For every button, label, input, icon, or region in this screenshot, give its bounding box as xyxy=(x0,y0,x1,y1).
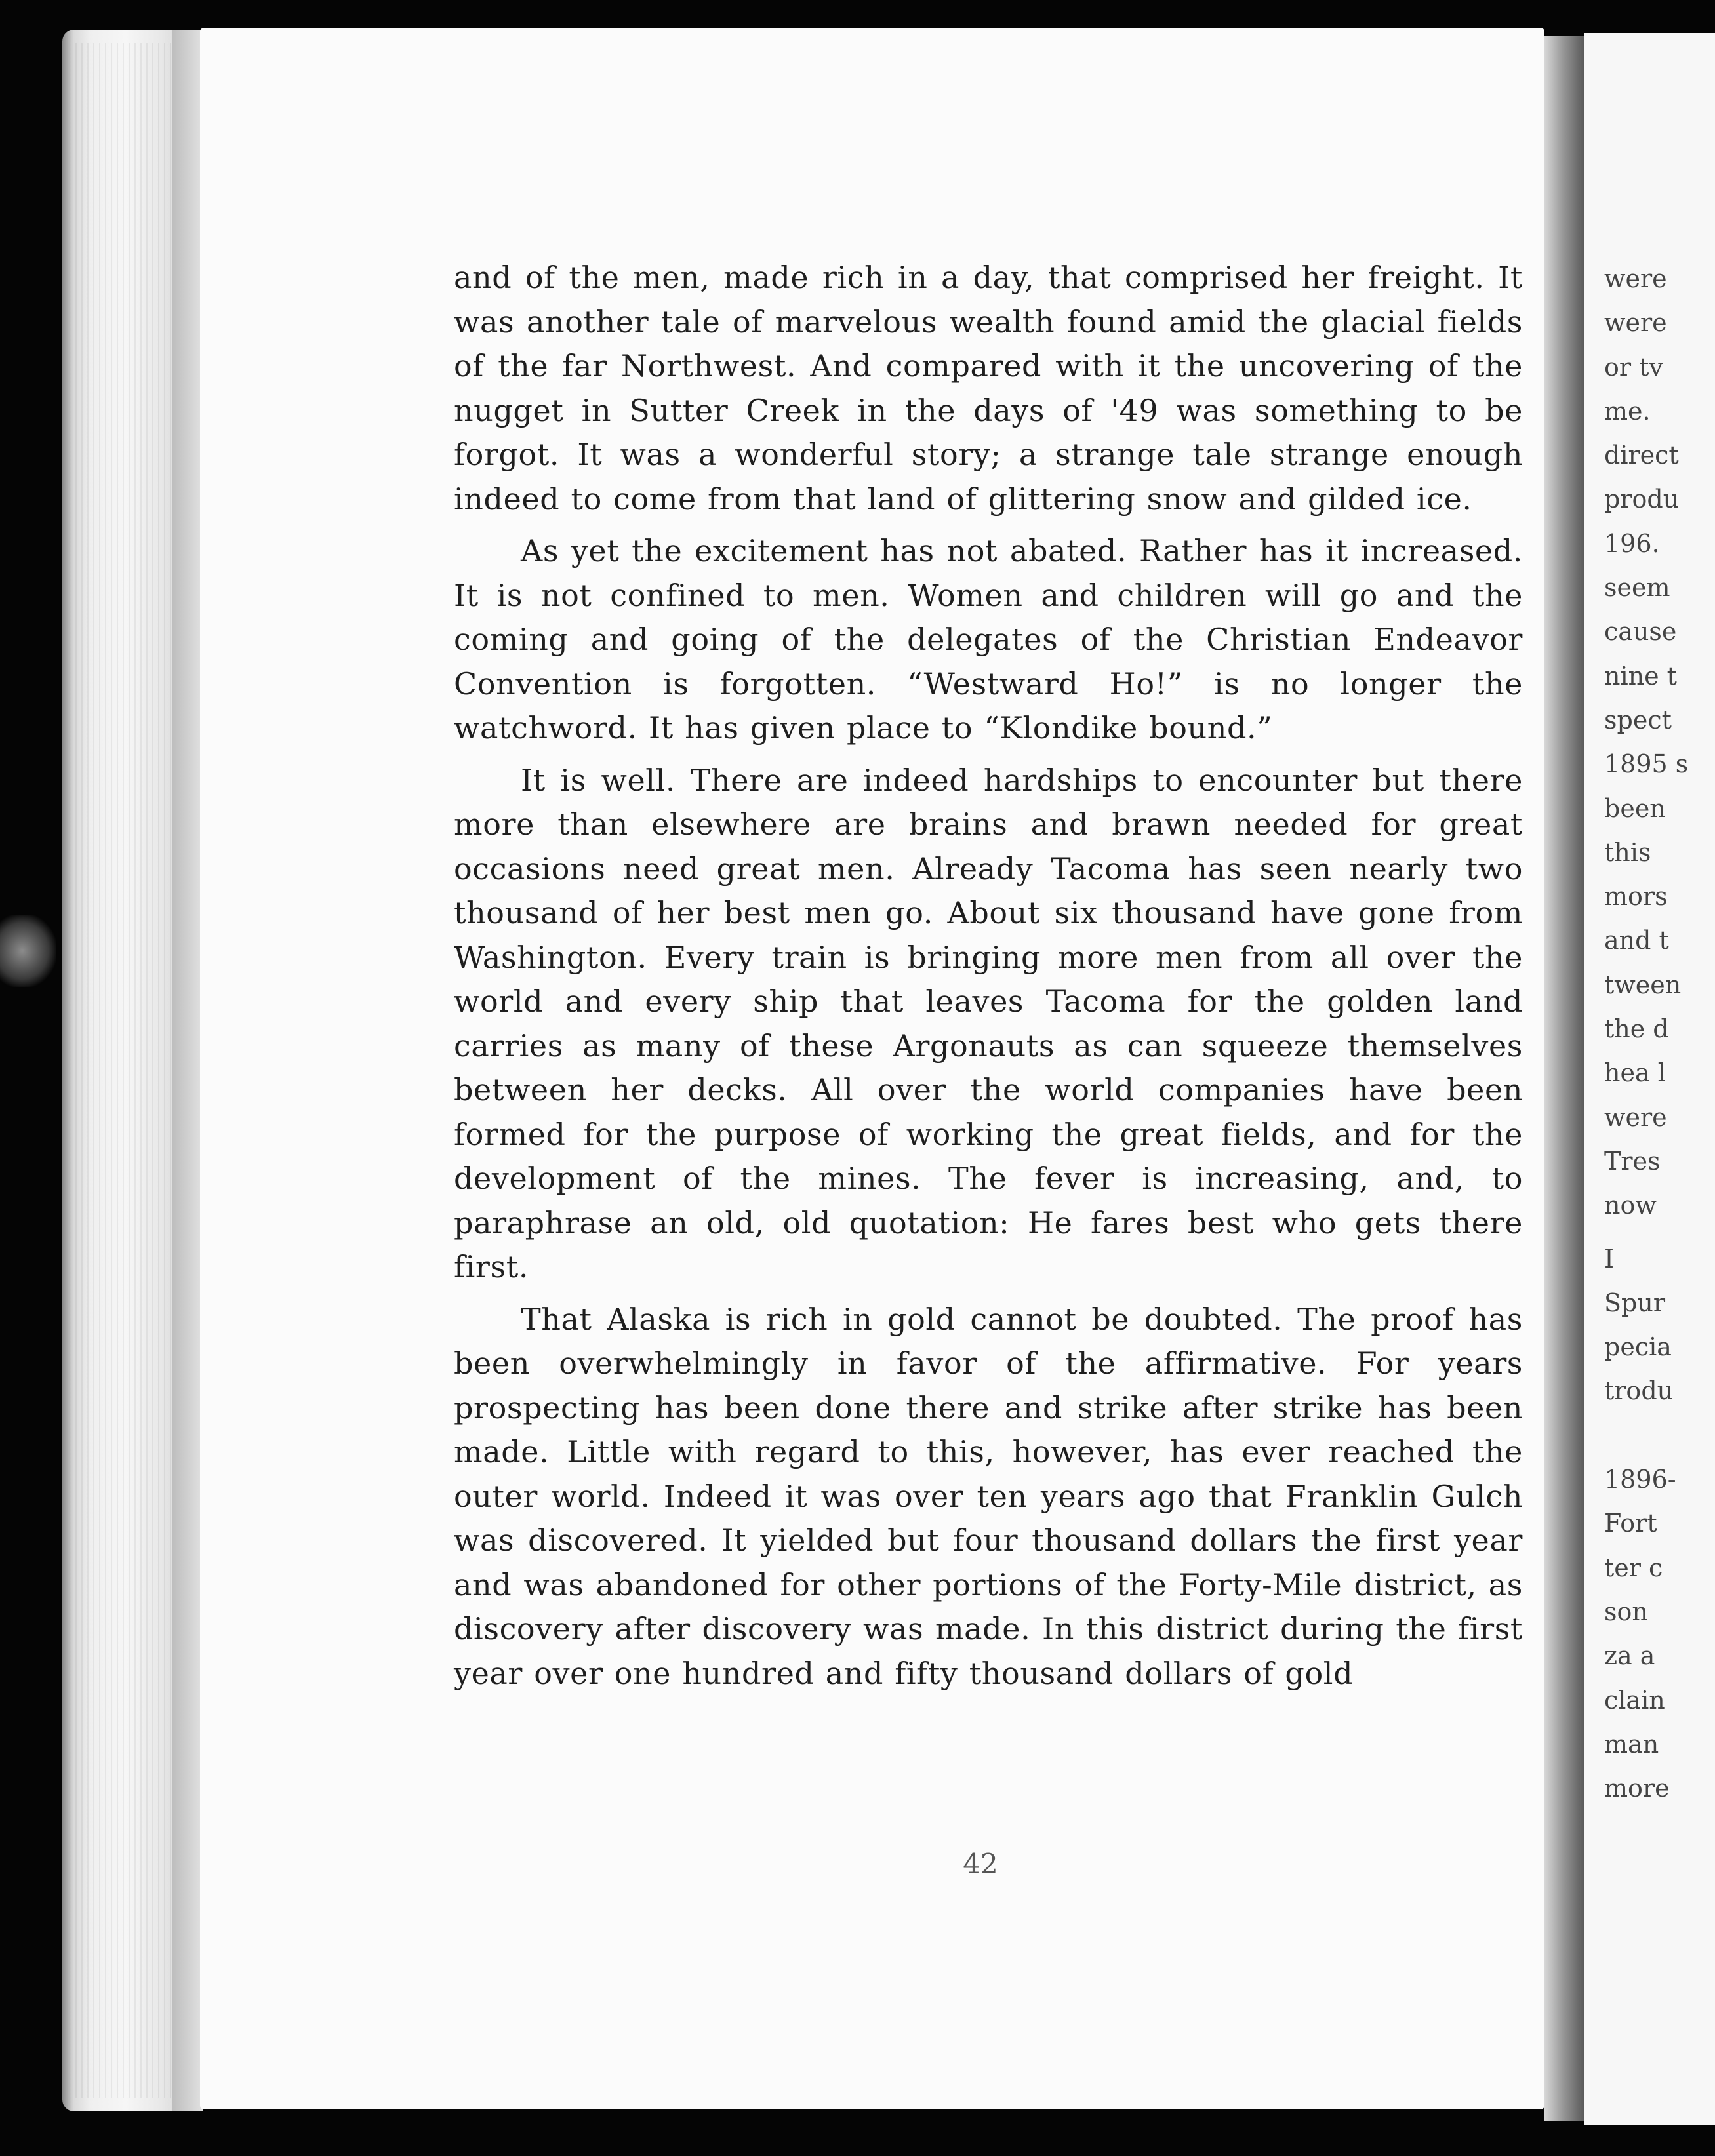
paragraph-4: That Alaska is rich in gold cannot be doubted. The proof has been overwhelmingly in favor of the affirmative. For years prospecting has been done there and strike after strike has been made. Little with regard to this, however, has ever reached the outer world. Indeed it was over ten years ago that Franklin Gulch was discovered. It yielded but four thousand dollars the first year and was abandoned for other portions of the Forty-Mile district, as discovery after discovery was made. In this district during the first year over one hundred and fifty thousand dollars of gold xyxy=(454,1301,1523,1691)
facing-page-text-fragments xyxy=(1604,257,1689,1810)
facing-line: trodu xyxy=(1604,1376,1674,1406)
facing-line: were xyxy=(1604,308,1667,338)
spine-shadow xyxy=(1544,36,1584,2121)
facing-line: were xyxy=(1604,1102,1667,1132)
facing-line: or tv xyxy=(1604,352,1663,382)
facing-line: been xyxy=(1604,793,1666,823)
facing-line: produ xyxy=(1604,485,1680,514)
facing-line: son xyxy=(1604,1597,1648,1626)
facing-line: Tres xyxy=(1604,1146,1661,1176)
facing-line: more xyxy=(1604,1774,1670,1803)
paragraph-2: As yet the excitement has not abated. Rather has it increased. It is not confined to men. Women and children will go and the coming and going of the delegates of the Christian Endeavor Convention is forgotten. “Westward Ho!” is no longer the watchword. It has given place to “Klondike bound.” xyxy=(454,533,1523,746)
paragraph-1: and of the men, made rich in a day, that comprised her freight. It was another tale of marvelous wealth found amid the glacial fields of the far Northwest. And compared with it the uncovering of the nugget in Sutter Creek in the days of '49 was something to be forgot. It was a wonderful story; a strange tale strange enough indeed to come from that land of glittering snow and gilded ice. xyxy=(454,260,1523,517)
page-gutter xyxy=(172,30,203,2111)
facing-line xyxy=(1604,1414,1676,1458)
facing-line: now xyxy=(1604,1191,1657,1220)
facing-line: 1896- xyxy=(1604,1465,1676,1494)
facing-line: clain xyxy=(1604,1685,1665,1715)
scan-artifact xyxy=(0,915,56,987)
facing-line: me. xyxy=(1604,396,1651,426)
facing-line: seem xyxy=(1604,573,1670,603)
facing-line: nine t xyxy=(1604,661,1677,690)
facing-line: Spur xyxy=(1604,1288,1665,1317)
facing-line: hea l xyxy=(1604,1058,1666,1088)
facing-line: tween xyxy=(1604,970,1682,999)
facing-line: I xyxy=(1604,1244,1615,1273)
facing-line: pecia xyxy=(1604,1332,1672,1362)
facing-line: mors xyxy=(1604,882,1668,911)
facing-line: cause xyxy=(1604,617,1677,647)
page-number: 42 xyxy=(963,1848,998,1880)
facing-line: and t xyxy=(1604,926,1669,955)
facing-line: za a xyxy=(1604,1641,1655,1671)
facing-line: man xyxy=(1604,1729,1659,1759)
facing-line: spect xyxy=(1604,705,1672,734)
facing-line: 196. xyxy=(1604,529,1660,558)
facing-line: Fort xyxy=(1604,1509,1657,1538)
facing-line: 1895 s xyxy=(1604,749,1689,779)
facing-line: the d xyxy=(1604,1014,1669,1044)
facing-line: ter c xyxy=(1604,1553,1663,1582)
facing-line: were xyxy=(1604,264,1667,293)
facing-line: direct xyxy=(1604,441,1679,470)
paragraph-3: It is well. There are indeed hardships to encounter but there more than elsewhere are brains and brawn needed for great occasions need great men. Already Tacoma has seen nearly two thousand of her best men go. About six thousand have gone from Washington. Every train is bringing more men from all over the world and every ship that leaves Tacoma for the golden land carries as many of these Argonauts as can squeeze themselves between her decks. All over the world companies have been formed for the purpose of working the great fields, and for the development of the mines. The fever is increasing, and, to paraphrase an old, old quotation: He fares best who gets there first. xyxy=(454,762,1523,1285)
facing-line: this xyxy=(1604,837,1651,867)
facing-paragraph-gap xyxy=(1604,1228,1676,1237)
page-body-text xyxy=(454,256,1523,1704)
